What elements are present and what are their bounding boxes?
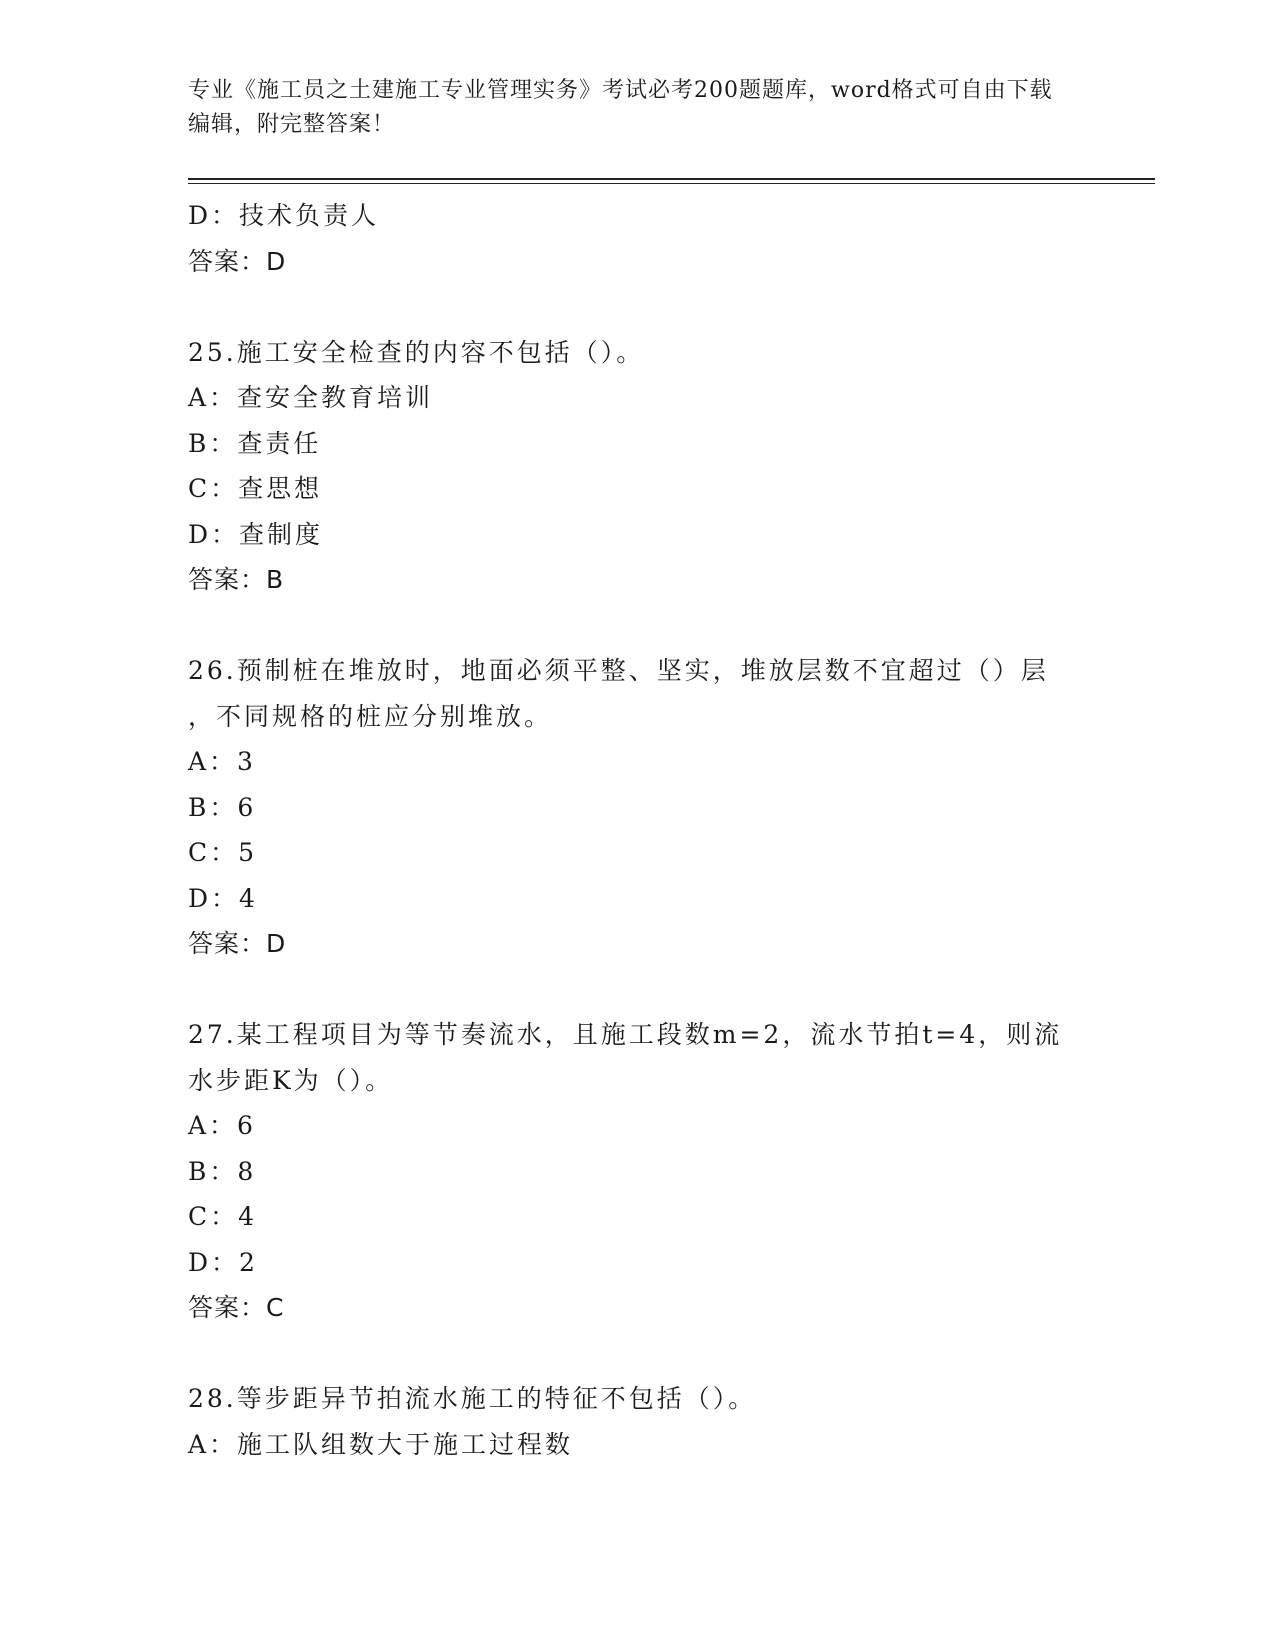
question-title-line: 水步距K为（）。: [188, 1065, 394, 1095]
question-title-line: 26.预制桩在堆放时，地面必须平整、坚实，堆放层数不宜超过（）层: [188, 656, 1049, 685]
question-title-28: 28.等步距异节拍流水施工的特征不包括（）。: [188, 1384, 757, 1413]
question-title-line: 27.某工程项目为等节奏流水，且施工段数m=2，流水节拍t=4，则流: [188, 1020, 1063, 1049]
answer: 答案：D: [188, 246, 287, 276]
answer: 答案：C: [188, 1293, 285, 1322]
option-b: B：8: [188, 1156, 257, 1186]
option-d: D：2: [188, 1247, 258, 1277]
option-c: C：查思想: [188, 474, 323, 503]
question-title-25: 25.施工安全检查的内容不包括（）。: [188, 337, 645, 367]
option-a: A：6: [188, 1111, 256, 1140]
header-divider-thick: [188, 178, 1155, 180]
document-header: 专业《施工员之土建施工专业管理实务》考试必考200题题库，word格式可自由下载编辑，附完整答案！: [188, 78, 1053, 137]
answer: 答案：B: [188, 565, 285, 594]
option-d: D：技术负责人: [188, 201, 380, 230]
option-d: D：4: [188, 883, 258, 913]
header-divider-thin: [188, 183, 1155, 184]
question-title-line: ，不同规格的桩应分别堆放。: [188, 701, 553, 731]
option-c: C：4: [188, 1202, 258, 1231]
option-a: A：施工队组数大于施工过程数: [188, 1429, 574, 1459]
option-c: C：5: [188, 838, 258, 867]
option-a: A：查安全教育培训: [188, 383, 434, 412]
option-b: B：查责任: [188, 428, 322, 458]
answer: 答案：D: [188, 929, 287, 958]
option-b: B：6: [188, 792, 257, 822]
question-title-26: [188, 648, 1088, 739]
question-title-27: [188, 1012, 1088, 1103]
option-a: A：3: [188, 747, 256, 776]
question-list: [188, 193, 1088, 1467]
option-d: D：查制度: [188, 519, 324, 549]
